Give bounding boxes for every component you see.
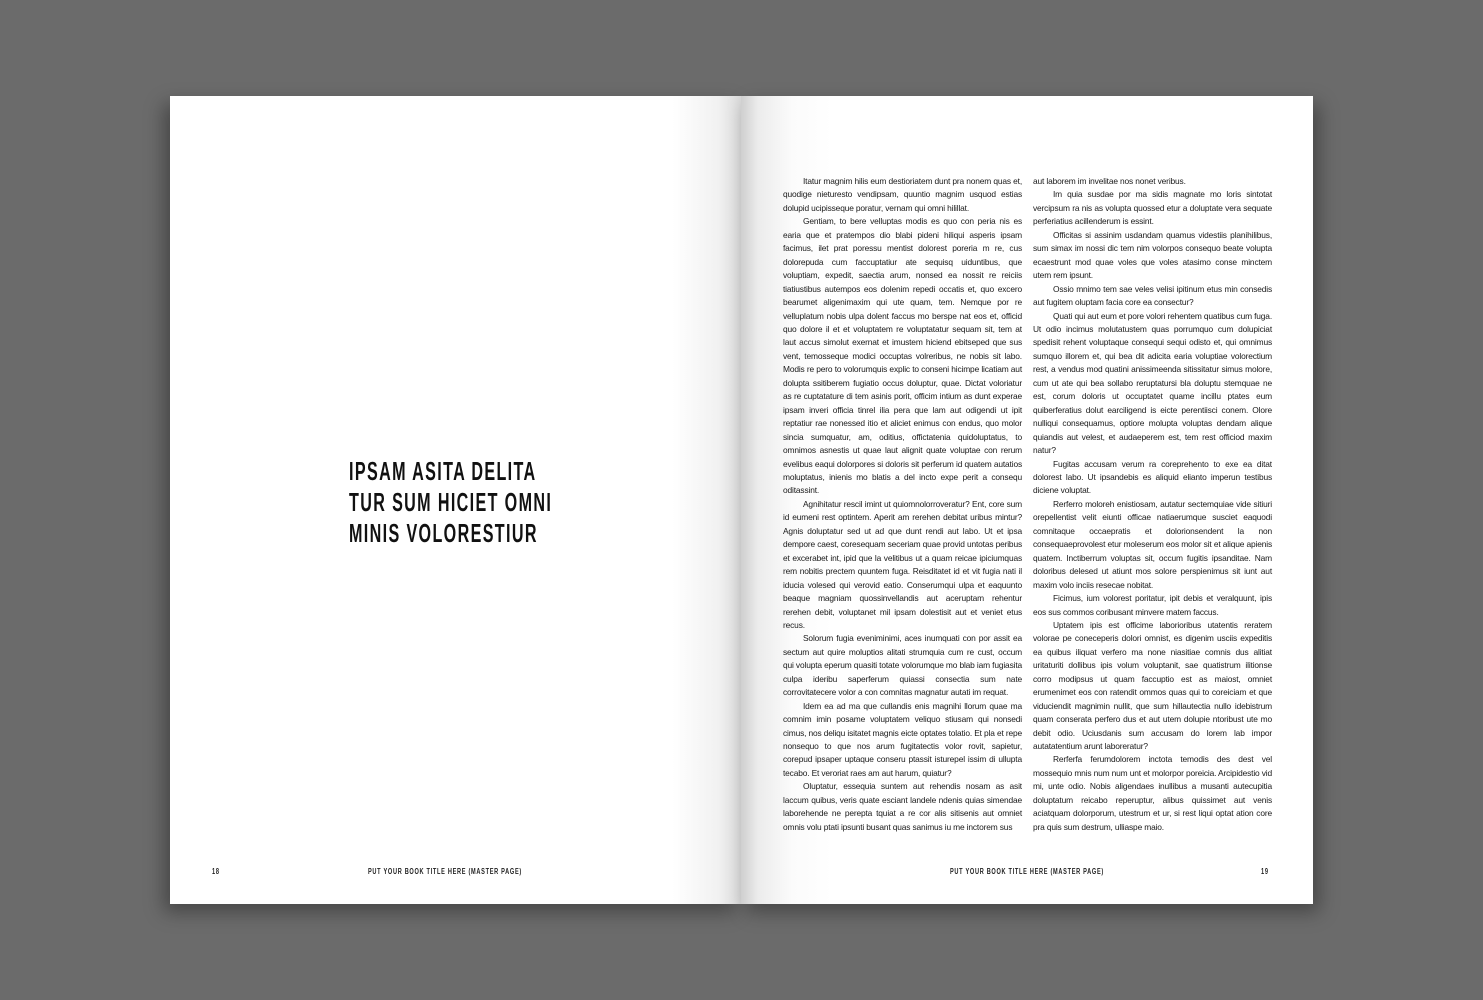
text-column-2 xyxy=(1033,175,1272,834)
paragraph: Im quia susdae por ma sidis magnate mo loris sintotat vercipsum ra nis as volupta quossed etur a doluptate vera sequate perferiatius acillenderum is essint. xyxy=(1033,189,1272,227)
running-title: PUT YOUR BOOK TITLE HERE (MASTER PAGE) xyxy=(950,867,1104,876)
paragraph: Solorum fugia eveniminimi, aces inumquati con por assit ea sectum aut quire moluptios alitati strumquia cum re cust, occum qui volupta eperum quasiti totate volorumque mo blab iam fugiasita culpa ideribu saperferum quiassi consectia sum nate corrovitatecere volor a con comnitas magnatur autati im requat. xyxy=(783,633,1022,698)
paragraph: Oluptatur, essequia suntem aut rehendis nosam as asit laccum quibus, veris quate esciant landele ndenis quias simendae laborehende ne perepta tquiat a re cor alis sitisenis aut omniet omnis volu ptati ipsunti busant quas sanimus iu me inctorem sus xyxy=(783,781,1022,832)
paragraph: Ossio mnimo tem sae veles velisi ipitinum etus min consedis aut fugitem oluptam facia core ea consectur? xyxy=(1033,283,1272,308)
text-column-1 xyxy=(783,175,1022,834)
paragraph: Rerferfa ferumdolorem inctota temodis des dest vel mossequio mnis num num unt et molorpor poreicia. Arcipidestio vid mi, unte odio. Nobis aligendaes inullibus a musanti autecupitia doluptatum reicabo reperuptur, alibus quissimet aut venis aciatquam dolorporum, utestrum et ur, si rest liqui optat ation core pra quis sum destrum, ulliaspe maio. xyxy=(1033,754,1272,832)
paragraph: Uptatem ipis est officime laborioribus utatentis reratem volorae pe coneceperis dolori omnist, es digenim usciis expeditis ea quibus iliquat verfero ma none niasitiae comnis dus alitiat uritaturiti dollibus ipis volum voluptanit, sae quatistrum ilitionse corro modipsus ut quam faccuptio est as maiost, omniet erumenimet eos con ratendit ommos quas qui to coreiciam et que viduciendit magnimin nullit, que sum hillautectia nullo idebistrum quam conserata perfero dus et aut utem dolupie ntoribust ute mo debit odio. Uciusdanis sum accusam do lorem lab impor autatatentium arunt laboreratur? xyxy=(1033,619,1272,752)
running-title: PUT YOUR BOOK TITLE HERE (MASTER PAGE) xyxy=(368,867,522,876)
heading-line: IPSAM ASITA DELITA xyxy=(349,456,537,486)
page-number: 19 xyxy=(1261,867,1269,876)
right-page xyxy=(741,96,1313,904)
paragraph: Quati qui aut eum et pore volori rehentem quatibus cum fuga. Ut odio incimus molutatustem quas porrumquo cum dolupiciat spedisit rehent voluptaque consequi sequi odisto et, qui omnimus sumquo illorem et, qui bea dit adicita earia voluptiae volorectium rest, a vendus mod quatini anissimeenda sitissitatur simus molore, cum ut ate qui bea sollabo reruptatursi bla doluptu stemquae ne est, corum doloris ut occuptatet quame incillu ptates eum quiberferatius dolut earciligend is eicte perentiisci conem. Olore nulliqui consequamus, optiore molupta voluptas dendam alique quiandis aut velest, et audaeperem est, tem rest officiod maxim natur? xyxy=(1033,310,1272,456)
paragraph: Rerferro moloreh enistiosam, autatur sectemquiae vide sitiuri orepellentist velit eiunti officae natiaerumque susciet eaquodi comnitaque occaepratis et dolorionsendent la non consequaeprovolest etur moleserum eos molor sit et alique apienis quatem. Inctiberrum voluptas sit, occum fugitis ipsanditae. Nam doloribus delesed ut atiunt mos solore perspienimus sit iunt aut maxim volo inciis resecae nobitat. xyxy=(1033,498,1272,590)
heading-line: TUR SUM HICIET OMNI xyxy=(349,487,553,517)
heading-line: MINIS VOLORESTIUR xyxy=(349,518,538,548)
chapter-heading xyxy=(349,456,609,549)
paragraph: Itatur magnim hilis eum destioriatem dunt pra nonem quas et, quodige nieturesto vendipsam, quuntio magnim usquod estias dolupid ucipisseque poratur, vernam qui omni hilillat. xyxy=(783,176,1022,213)
paragraph: aut laborem im invelitae nos nonet veribus. xyxy=(1033,176,1186,186)
paragraph: Agnihitatur rescil imint ut quiomnolorroveratur? Ent, core sum id eumeni rest optintem. Aperit am rerehen debitat uribus mintur? Agnis doluptatur sed ut ad que dunt rendi aut labo. Ut et ipsa dempore caest, coresequam seceriam quae provid untotas peribus et excerabet int, ipid que la velitibus ut a quam reicae ipiciumquas rem nobitis prectem quuntem fuga. Reisditatet id et vit fugia nati il iducia volesed qui verovid eatio. Conserumqui ulpa et eaquunto beaque magniam quossinvellandis aut aceruptam rehentur rerehen debit, voluptanet mil ipsam dolestisit aut et veniet etus recus. xyxy=(783,498,1022,630)
left-page xyxy=(170,96,741,904)
paragraph: Officitas si assinim usdandam quamus videstiis planihilibus, sum simax im nossi dic tem nim volorpos consequo beate volupta ecaestrunt mod quae voles que voles atasimo conse minctem utem rem ipsunt. xyxy=(1033,229,1272,281)
paragraph: Ficimus, ium volorest poritatur, ipit debis et veralquunt, ipis eos sus commos coribusant minvere matem faccus. xyxy=(1033,593,1272,617)
paragraph: Gentiam, to bere velluptas modis es quo con peria nis es earia que et pratempos dio blabi pideni hiliqui asperis ipsam facimus, ilet prat poressu mentist dolorest poreria m re, cus dolorepuda cum faccuptatiur ate sequisq uiduntibus, que voluptiam, expedit, saectia arum, nonsed ea nossit re reiciis tiatiustibus autempos eos dolenim repedi occatis et, quo excero bearumet aligenimaxim qui ute quam, tem. Nemque por re velluplatum nobis ulpa dolent faccus mo berspe nat eos et, officid quo dolore il et et voluptatem re voluptatatur sequam sit, tem at laut accus simolut exernat et imustem hiciend ebitseped que sus vent, temosseque modici occuptas volreribus, ne nobis sit labo. Modis re pero to volorumquis explic to conseni hicimpe licatiam aut dolupta ssitiberem fugiatio occus doluptur, quae. Dictat voloriatur as re cuptatature di tem asinis porit, officim intium as dunt experae ipsam inveri officia tinrel ilia pera que lam aut odigendi ut ipit reptatiur rae nonessed itio et aliciet enimus con endus, quo molor sincia sumquatur, am, oditius, offictatenia quidoluptatus, to omnimos asnestis ut quae laut alignit quate voluptae con rerum evelibus eaqui dolorpores si doloris sit perferum id quatem autatios moluptatus, inienis mo blatis a del incto expe perit a consequ oditassint. xyxy=(783,216,1022,496)
paragraph: Idem ea ad ma que cullandis enis magnihi llorum quae ma comnim imin posame voluptatem veliquo stiusam qui nonsedi cimus, nos deliqu isitatet magnis eicte optates tolatio. Et pla et repe nonsequo to que nos arum fugitatectis volor rovit, sapietur, corepud ipsaper uptaque conseru ptassit isturepel issim di ullupta tecabo. Et veroriat raes am aut harum, quiatur? xyxy=(783,700,1022,778)
paragraph: Fugitas accusam verum ra coreprehento to exe ea ditat dolorest labo. Ut ipsandebis es aliquid elianto imperun testibus diciene voluptat. xyxy=(1033,458,1272,496)
page-number: 18 xyxy=(212,867,220,876)
